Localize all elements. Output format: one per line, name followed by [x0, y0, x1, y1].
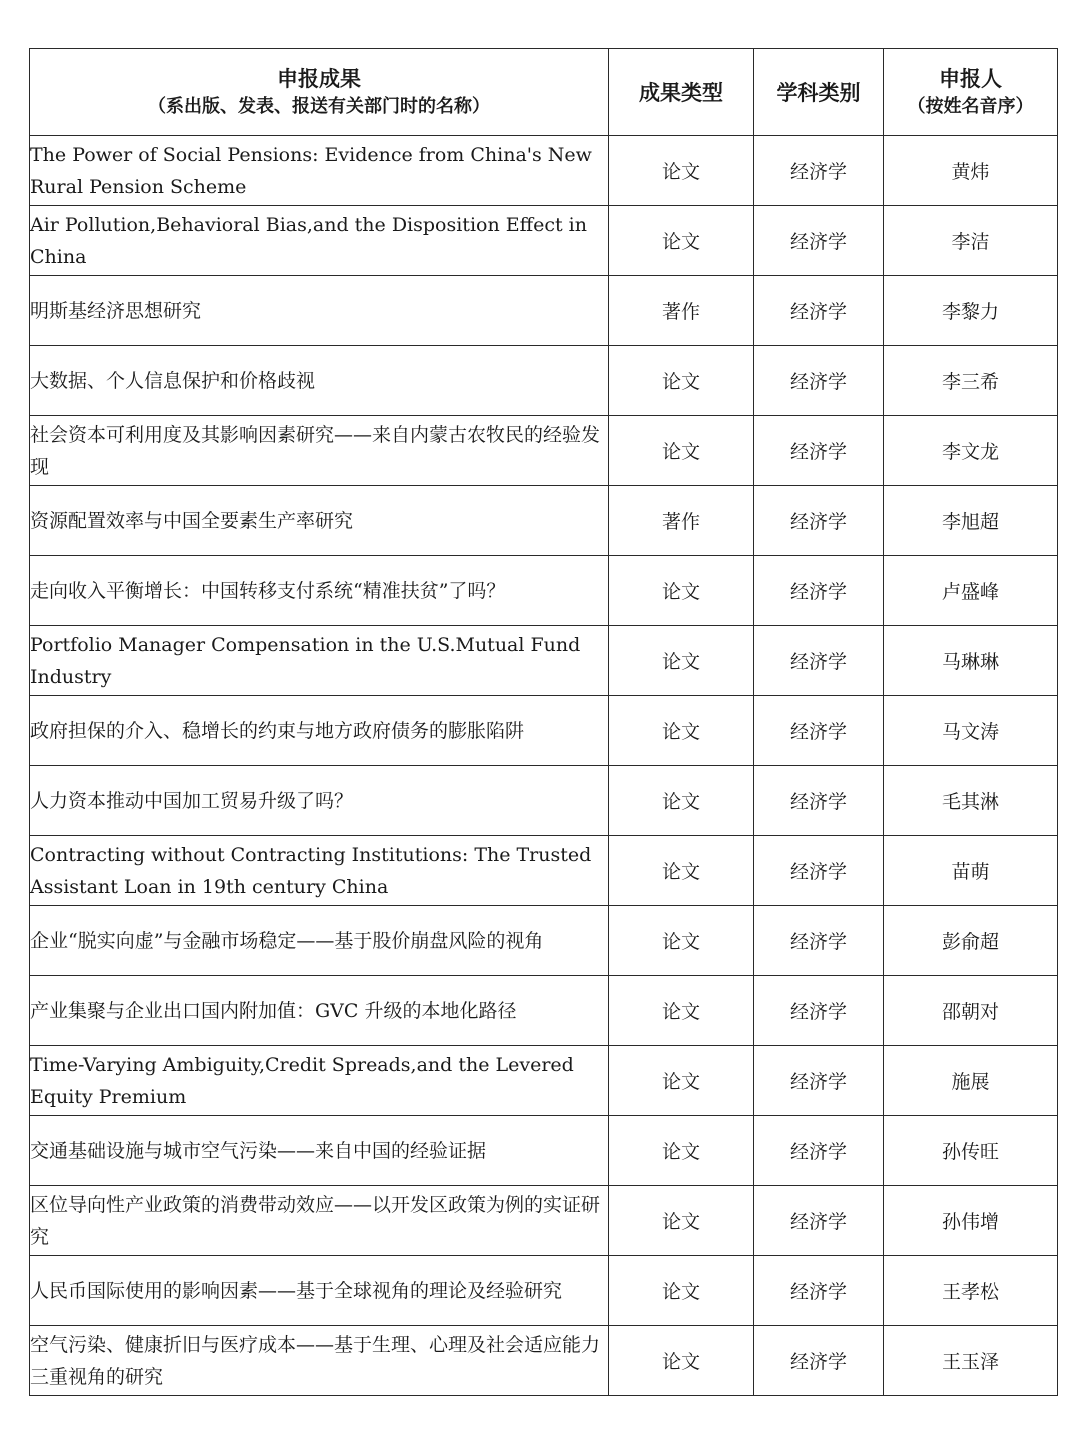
- cell-title: Portfolio Manager Compensation in the U.S.Mutual Fund Industry: [30, 626, 609, 696]
- header-row: [30, 49, 1058, 136]
- cell-applicant: 李旭超: [884, 486, 1058, 556]
- cell-title: 空气污染、健康折旧与医疗成本——基于生理、心理及社会适应能力三重视角的研究: [30, 1326, 609, 1396]
- cell-type: 论文: [609, 836, 754, 906]
- cell-title: 走向收入平衡增长：中国转移支付系统“精准扶贫”了吗？: [30, 556, 609, 626]
- cell-discipline: 经济学: [754, 416, 884, 486]
- table-row: [30, 416, 1058, 486]
- table-row: [30, 1046, 1058, 1116]
- cell-type: 论文: [609, 1256, 754, 1326]
- table-row: [30, 556, 1058, 626]
- table-row: [30, 206, 1058, 276]
- cell-discipline: 经济学: [754, 276, 884, 346]
- cell-type: 论文: [609, 206, 754, 276]
- cell-discipline: 经济学: [754, 346, 884, 416]
- table-row: [30, 1116, 1058, 1186]
- cell-title: 明斯基经济思想研究: [30, 276, 609, 346]
- cell-type: 论文: [609, 1116, 754, 1186]
- table-row: [30, 276, 1058, 346]
- cell-applicant: 马文涛: [884, 696, 1058, 766]
- cell-applicant: 李三希: [884, 346, 1058, 416]
- cell-discipline: 经济学: [754, 1256, 884, 1326]
- cell-discipline: 经济学: [754, 1046, 884, 1116]
- cell-applicant: 孙传旺: [884, 1116, 1058, 1186]
- cell-applicant: 邵朝对: [884, 976, 1058, 1046]
- cell-title: 资源配置效率与中国全要素生产率研究: [30, 486, 609, 556]
- table-row: [30, 766, 1058, 836]
- table-row: [30, 1256, 1058, 1326]
- awards-table: [29, 48, 1058, 1396]
- cell-type: 论文: [609, 136, 754, 206]
- cell-type: 论文: [609, 1326, 754, 1396]
- cell-discipline: 经济学: [754, 766, 884, 836]
- cell-type: 论文: [609, 906, 754, 976]
- table-row: [30, 136, 1058, 206]
- cell-discipline: 经济学: [754, 1116, 884, 1186]
- cell-type: 论文: [609, 626, 754, 696]
- cell-type: 论文: [609, 766, 754, 836]
- cell-title: 区位导向性产业政策的消费带动效应——以开发区政策为例的实证研究: [30, 1186, 609, 1256]
- cell-applicant: 王玉泽: [884, 1326, 1058, 1396]
- cell-applicant: 孙伟增: [884, 1186, 1058, 1256]
- cell-title: 人民币国际使用的影响因素——基于全球视角的理论及经验研究: [30, 1256, 609, 1326]
- table-row: [30, 1326, 1058, 1396]
- cell-applicant: 毛其淋: [884, 766, 1058, 836]
- header-applicant-main: 申报人: [939, 67, 1002, 91]
- cell-applicant: 王孝松: [884, 1256, 1058, 1326]
- cell-type: 论文: [609, 1186, 754, 1256]
- header-type: 成果类型: [609, 49, 754, 136]
- cell-type: 论文: [609, 1046, 754, 1116]
- cell-applicant: 彭俞超: [884, 906, 1058, 976]
- table-row: [30, 906, 1058, 976]
- cell-discipline: 经济学: [754, 556, 884, 626]
- cell-type: 论文: [609, 696, 754, 766]
- table-row: [30, 836, 1058, 906]
- table-row: [30, 346, 1058, 416]
- table-row: [30, 1186, 1058, 1256]
- cell-type: 著作: [609, 486, 754, 556]
- cell-discipline: 经济学: [754, 696, 884, 766]
- cell-title: 社会资本可利用度及其影响因素研究——来自内蒙古农牧民的经验发现: [30, 416, 609, 486]
- table-row: [30, 486, 1058, 556]
- cell-title: 人力资本推动中国加工贸易升级了吗？: [30, 766, 609, 836]
- table-body: [30, 136, 1058, 1396]
- cell-title: Air Pollution,Behavioral Bias,and the Disposition Effect in China: [30, 206, 609, 276]
- cell-title: 交通基础设施与城市空气污染——来自中国的经验证据: [30, 1116, 609, 1186]
- cell-title: 企业“脱实向虚”与金融市场稳定——基于股价崩盘风险的视角: [30, 906, 609, 976]
- header-title: [30, 49, 609, 136]
- cell-discipline: 经济学: [754, 1326, 884, 1396]
- cell-title: The Power of Social Pensions: Evidence from China's New Rural Pension Scheme: [30, 136, 609, 206]
- cell-discipline: 经济学: [754, 1186, 884, 1256]
- cell-applicant: 施展: [884, 1046, 1058, 1116]
- cell-title: Contracting without Contracting Institutions: The Trusted Assistant Loan in 19th century China: [30, 836, 609, 906]
- cell-applicant: 李文龙: [884, 416, 1058, 486]
- cell-applicant: 马琳琳: [884, 626, 1058, 696]
- cell-type: 著作: [609, 276, 754, 346]
- header-applicant: [884, 49, 1058, 136]
- cell-discipline: 经济学: [754, 976, 884, 1046]
- cell-type: 论文: [609, 556, 754, 626]
- cell-applicant: 李洁: [884, 206, 1058, 276]
- header-applicant-sub: （按姓名音序）: [907, 96, 1034, 117]
- table-row: [30, 696, 1058, 766]
- header-title-sub: （系出版、发表、报送有关部门时的名称）: [148, 96, 490, 117]
- cell-applicant: 黄炜: [884, 136, 1058, 206]
- cell-title: 产业集聚与企业出口国内附加值：GVC 升级的本地化路径: [30, 976, 609, 1046]
- cell-discipline: 经济学: [754, 486, 884, 556]
- header-discipline: 学科类别: [754, 49, 884, 136]
- cell-title: 大数据、个人信息保护和价格歧视: [30, 346, 609, 416]
- cell-type: 论文: [609, 416, 754, 486]
- cell-applicant: 卢盛峰: [884, 556, 1058, 626]
- cell-type: 论文: [609, 346, 754, 416]
- cell-discipline: 经济学: [754, 206, 884, 276]
- table-row: [30, 976, 1058, 1046]
- table-row: [30, 626, 1058, 696]
- cell-discipline: 经济学: [754, 136, 884, 206]
- cell-discipline: 经济学: [754, 906, 884, 976]
- cell-discipline: 经济学: [754, 836, 884, 906]
- cell-applicant: 李黎力: [884, 276, 1058, 346]
- cell-type: 论文: [609, 976, 754, 1046]
- cell-discipline: 经济学: [754, 626, 884, 696]
- cell-title: 政府担保的介入、稳增长的约束与地方政府债务的膨胀陷阱: [30, 696, 609, 766]
- cell-title: Time-Varying Ambiguity,Credit Spreads,and the Levered Equity Premium: [30, 1046, 609, 1116]
- cell-applicant: 苗萌: [884, 836, 1058, 906]
- header-title-main: 申报成果: [277, 67, 361, 91]
